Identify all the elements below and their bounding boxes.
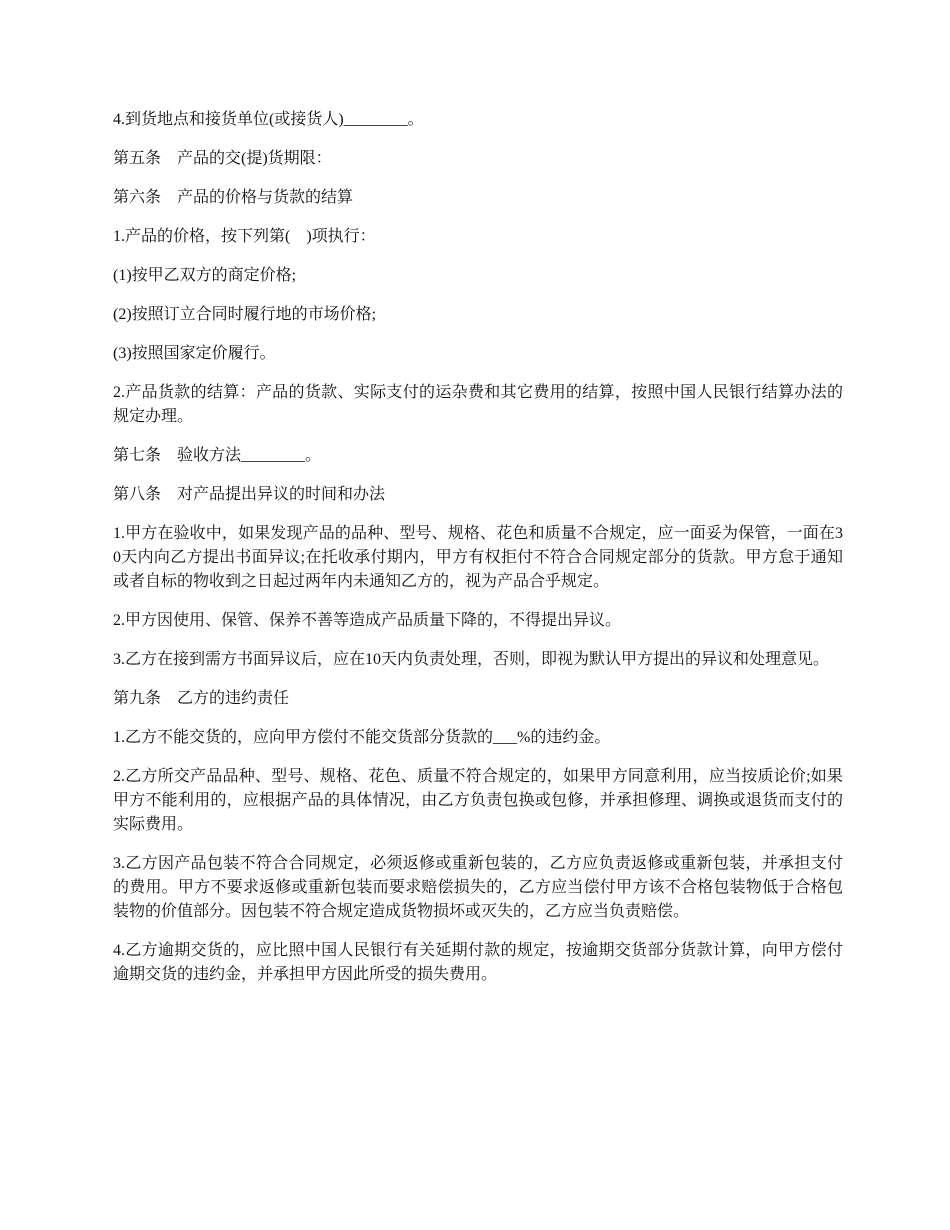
heading-article-5: 第五条 产品的交(提)货期限： [113, 150, 332, 167]
paragraph-liability-2: 2.乙方所交产品品种、型号、规格、花色、质量不符合规定的，如果甲方同意利用，应当按质论价;如果甲方不能利用的，应根据产品的具体情况，由乙方负责包换或包修，并承担修理、调换或退货而支付的实际费用。 [113, 768, 843, 833]
paragraph-payment-settlement: 2.产品货款的结算：产品的货款、实际支付的运杂费和其它费用的结算，按照中国人民银行结算办法的规定办理。 [113, 384, 843, 425]
heading-article-7: 第七条 验收方法________。 [113, 447, 322, 464]
paragraph-price-clause: 1.产品的价格，按下列第( )项执行： [113, 228, 376, 245]
paragraph-objection-3: 3.乙方在接到需方书面异议后，应在10天内负责处理，否则，即视为默认甲方提出的异议和处理意见。 [113, 651, 830, 668]
paragraph-price-option-2: (2)按照订立合同时履行地的市场价格; [113, 306, 377, 323]
paragraph-objection-1: 1.甲方在验收中，如果发现产品的品种、型号、规格、花色和质量不合规定，应一面妥为保管，一面在30天内向乙方提出书面异议;在托收承付期内，甲方有权拒付不符合合同规定部分的货款。甲方怠于通知或者自标的物收到之日起过两年内未通知乙方的，视为产品合乎规定。 [113, 525, 843, 590]
paragraph-price-option-1: (1)按甲乙双方的商定价格; [113, 267, 297, 284]
heading-article-8: 第八条 对产品提出异议的时间和办法 [113, 486, 386, 503]
paragraph-liability-4: 4.乙方逾期交货的，应比照中国人民银行有关延期付款的规定，按逾期交货部分货款计算，向甲方偿付逾期交货的违约金，并承担甲方因此所受的损失费用。 [113, 942, 843, 983]
paragraph-liability-1: 1.乙方不能交货的，应向甲方偿付不能交货部分货款的___%的违约金。 [113, 729, 611, 746]
paragraph-liability-3: 3.乙方因产品包装不符合合同规定，必须返修或重新包装的，乙方应负责返修或重新包装，并承担支付的费用。甲方不要求返修或重新包装而要求赔偿损失的，乙方应当偿付甲方该不合格包装物低于合格包装物的价值部分。因包装不符合规定造成货物损坏或灭失的，乙方应当负责赔偿。 [113, 855, 843, 920]
heading-article-9: 第九条 乙方的违约责任 [113, 690, 290, 707]
paragraph-price-option-3: (3)按照国家定价履行。 [113, 345, 276, 362]
document-page [113, 108, 843, 1002]
paragraph-delivery-location: 4.到货地点和接货单位(或接货人)________。 [113, 111, 424, 128]
paragraph-objection-2: 2.甲方因使用、保管、保养不善等造成产品质量下降的，不得提出异议。 [113, 612, 622, 629]
heading-article-6: 第六条 产品的价格与货款的结算 [113, 189, 354, 206]
